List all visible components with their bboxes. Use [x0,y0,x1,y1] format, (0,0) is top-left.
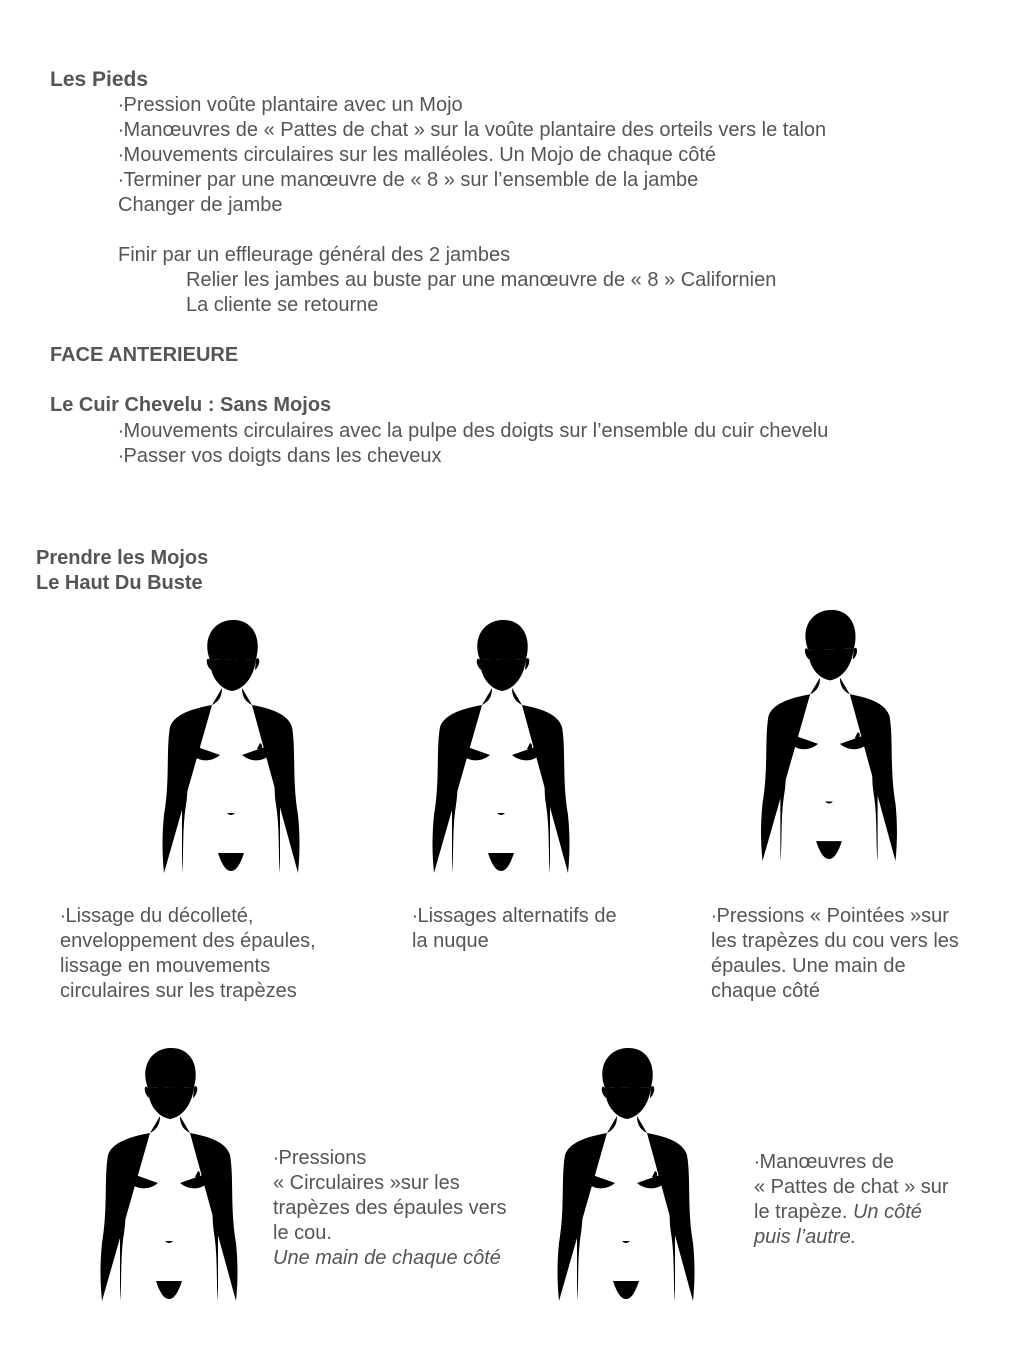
caption-line: lissage en mouvements [60,955,271,977]
list-item: ∙Manœuvres de « Pattes de chat » sur la voûte plantaire des orteils vers le talon [118,119,827,141]
caption-line: épaules. Une main de [711,955,906,977]
caption-line: circulaires sur les trapèzes [60,980,297,1002]
caption-text: le trapèze. [754,1201,853,1223]
list-item: ∙Passer vos doigts dans les cheveux [118,445,442,467]
torso-figure-1 [160,615,300,875]
caption-line: les trapèzes du cou vers les [711,930,959,952]
caption-line: ∙Pressions [273,1147,367,1169]
caption-figure-3 [711,904,959,1004]
caption-line-mixed [754,1200,949,1225]
instruction-text: La cliente se retourne [186,294,379,316]
caption-line-italic: Une main de chaque côté [273,1247,501,1269]
list-item: ∙Pression voûte plantaire avec un Mojo [118,94,463,116]
instruction-text: Finir par un effleurage général des 2 jambes [118,244,511,266]
caption-line: ∙Lissage du décolleté, [60,905,254,927]
torso-figure-5 [555,1043,695,1303]
caption-line-italic: puis l’autre. [754,1226,857,1248]
instruction-text: Relier les jambes au buste par une manœuvre de « 8 » Californien [186,269,777,291]
torso-figure-2 [430,615,570,875]
caption-line: enveloppement des épaules, [60,930,316,952]
caption-line: « Circulaires »sur les [273,1172,460,1194]
caption-line: trapèzes des épaules vers [273,1197,507,1219]
caption-figure-4 [273,1146,506,1271]
caption-figure-1 [60,904,316,1004]
instruction-text: Changer de jambe [118,194,283,216]
caption-line: ∙Lissages alternatifs de [412,905,617,927]
caption-figure-2 [412,904,617,954]
caption-line: ∙Manœuvres de [754,1151,895,1173]
caption-line: chaque côté [711,980,820,1002]
caption-line: la nuque [412,930,489,952]
caption-figure-5 [754,1150,949,1250]
section-title-haut-buste: Le Haut Du Buste [36,572,203,594]
torso-figure-4 [98,1043,238,1303]
caption-line: « Pattes de chat » sur [754,1176,949,1198]
list-item: ∙Mouvements circulaires sur les malléoles. Un Mojo de chaque côté [118,144,717,166]
section-title-cuir-chevelu: Le Cuir Chevelu : Sans Mojos [50,394,332,416]
list-item: ∙Terminer par une manœuvre de « 8 » sur l’ensemble de la jambe [118,169,699,191]
caption-line: ∙Pressions « Pointées »sur [711,905,949,927]
torso-figure-3 [758,605,898,863]
caption-line: le cou. [273,1222,332,1244]
section-title-face-anterieure: FACE ANTERIEURE [50,344,239,366]
instruction-take-mojos: Prendre les Mojos [36,547,209,569]
list-item: ∙Mouvements circulaires avec la pulpe des doigts sur l’ensemble du cuir chevelu [118,420,829,442]
section-title-pieds: Les Pieds [50,68,149,91]
caption-text-italic: Un côté [852,1201,922,1223]
